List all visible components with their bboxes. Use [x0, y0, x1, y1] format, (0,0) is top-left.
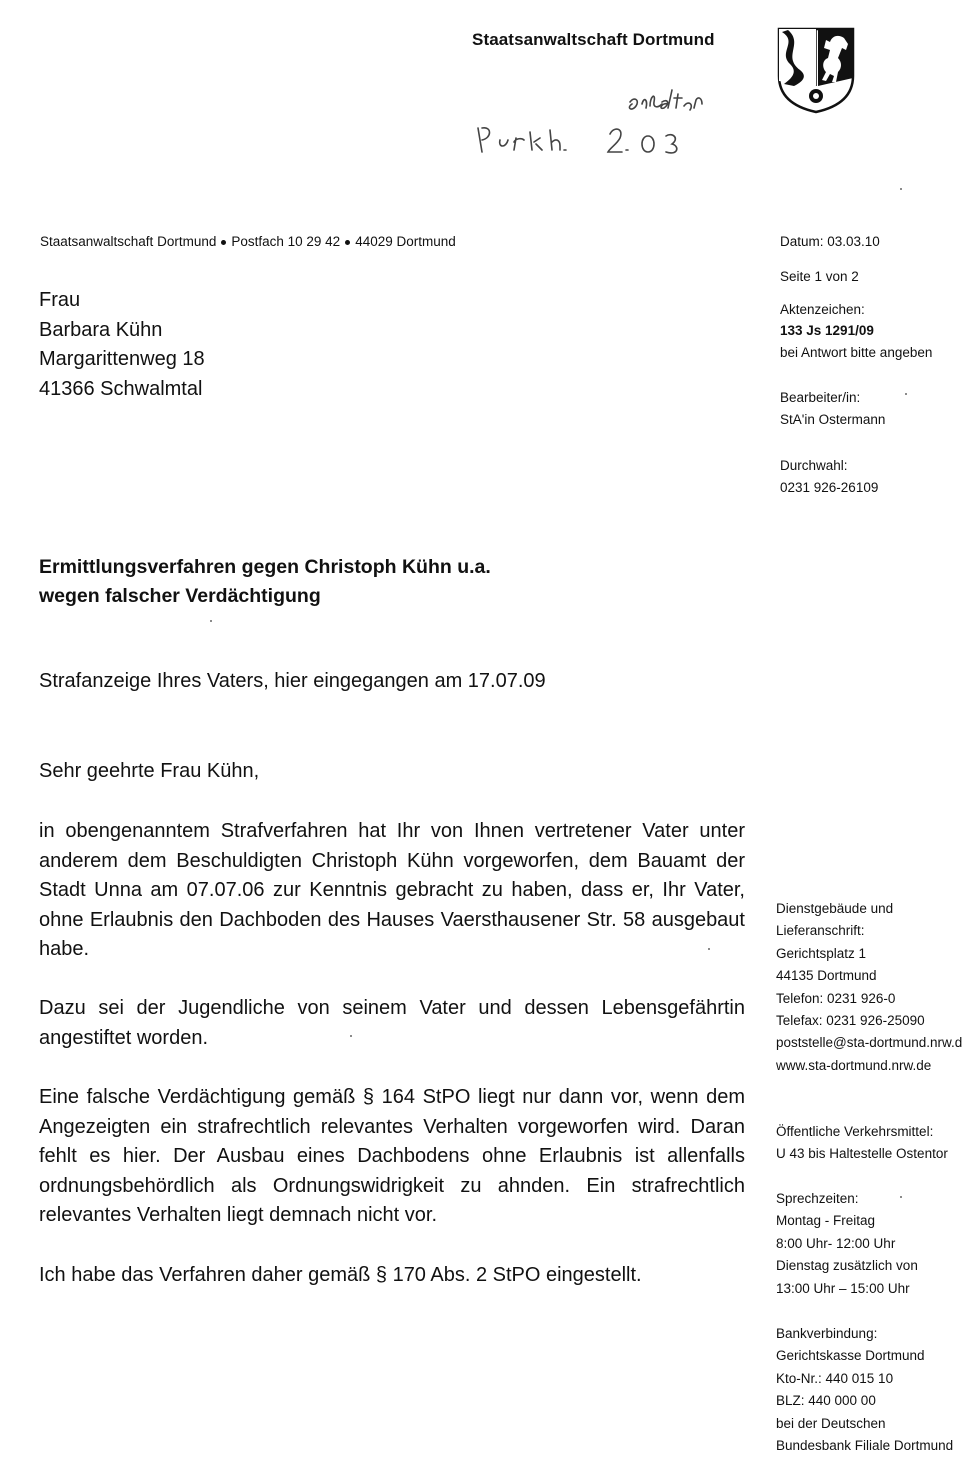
letter-date: Datum: 03.03.10 [780, 234, 880, 249]
file-number-label: Aktenzeichen: [780, 302, 865, 317]
bank-branch: Bundesbank Filiale Dortmund [776, 1438, 954, 1454]
sender-name: Staatsanwaltschaft Dortmund [40, 234, 217, 249]
clerk-name: StA'in Ostermann [780, 412, 886, 427]
address-email: poststelle@sta-dortmund.nrw.d [776, 1035, 963, 1051]
greeting: Sehr geehrte Frau Kühn, [39, 760, 260, 782]
address-phone: Telefon: 0231 926-0 [776, 990, 896, 1006]
handwritten-note [470, 80, 770, 170]
page-indicator: Seite 1 von 2 [780, 269, 859, 284]
hours-label: Sprechzeiten: [776, 1191, 859, 1206]
extension-label: Durchwahl: [780, 458, 848, 473]
bank-label: Bankverbindung: [776, 1326, 878, 1341]
address-fax: Telefax: 0231 926-25090 [776, 1013, 925, 1029]
address-street: Gerichtsplatz 1 [776, 945, 867, 961]
address-label-1: Dienstgebäude und [776, 901, 894, 916]
subject-heading [39, 553, 491, 611]
bank-name: Gerichtskasse Dortmund [776, 1348, 925, 1364]
hours-days: Montag - Freitag [776, 1213, 876, 1229]
scan-speck [210, 620, 212, 622]
sidebar-transport-block [776, 1121, 948, 1166]
bank-account: Kto-Nr.: 440 015 10 [776, 1370, 894, 1386]
recipient-name: Barbara Kühn [39, 318, 163, 341]
hours-extra: Dienstag zusätzlich von [776, 1258, 918, 1274]
authority-name: Staatsanwaltschaft Dortmund [472, 30, 715, 49]
recipient-address [39, 286, 205, 404]
nrw-coat-of-arms-logo [776, 26, 856, 114]
recipient-salutation: Frau [39, 289, 81, 311]
body-paragraph-4: Ich habe das Verfahren daher gemäß § 170 Abs. 2 StPO eingestellt. [39, 1264, 642, 1286]
sidebar-hours-block [776, 1188, 918, 1300]
subject-line-2: wegen falscher Verdächtigung [39, 585, 321, 607]
address-label-2: Lieferanschrift: [776, 923, 865, 939]
scan-speck [350, 1035, 352, 1037]
scan-speck [708, 948, 710, 950]
bullet-separator [345, 240, 350, 245]
recipient-street: Margarittenweg 18 [39, 348, 205, 370]
bullet-separator [221, 240, 226, 245]
clerk-label: Bearbeiter/in: [780, 390, 861, 405]
address-web: www.sta-dortmund.nrw.de [776, 1057, 932, 1073]
transport-line: U 43 bis Haltestelle Ostentor [776, 1146, 948, 1162]
hours-time-2: 13:00 Uhr – 15:00 Uhr [776, 1280, 910, 1296]
file-number: 133 Js 1291/09 [780, 323, 874, 338]
scan-speck [905, 393, 907, 395]
sidebar-address-block [776, 898, 962, 1077]
body-paragraph-1: in obengenanntem Strafverfahren hat Ihr von Ihnen vertretener Vater unter anderem dem Beschuldigten Christoph Kühn vorgeworfen, dem Bauamt der Stadt Unna am 07.07.06 zur Kenntnis gebracht zu haben, dass er, Ihr Vater, ohne Erlaubnis den Dachboden des Hauses Vaersthausener Str. 58 ausgebaut habe. [39, 820, 745, 960]
recipient-city: 41366 Schwalmtal [39, 377, 203, 400]
extension-number: 0231 926-26109 [780, 480, 879, 495]
file-number-note: bei Antwort bitte angeben [780, 345, 933, 360]
sender-po-box: Postfach 10 29 42 [231, 234, 341, 249]
subject-line-1: Ermittlungsverfahren gegen Christoph Kühn u.a. [39, 556, 491, 578]
sender-return-address [40, 234, 456, 249]
scan-speck [900, 1196, 902, 1198]
bank-blz: BLZ: 440 000 00 [776, 1393, 876, 1409]
sender-city: 44029 Dortmund [355, 234, 456, 249]
transport-label: Öffentliche Verkehrsmittel: [776, 1124, 934, 1139]
sidebar-bank-block [776, 1323, 953, 1457]
body-paragraph-3: Eine falsche Verdächtigung gemäß § 164 StPO liegt nur dann vor, wenn dem Angezeigten ein strafrechtlich relevantes Verhalten vorgeworfen wird. Daran fehlt es hier. Der Ausbau eines Dachbodens ohne Erlaubnis ist allenfalls ordnungsbehördlich als Ordnungswidrigkeit zu ahnden. Ein strafrechtlich relevantes Verhalten liegt demnach nicht vor. [39, 1086, 745, 1226]
body-paragraph-2: Dazu sei der Jugendliche von seinem Vater und dessen Lebensgefährtin angestiftet worden. [39, 997, 745, 1049]
scan-speck [900, 188, 902, 190]
bank-at: bei der Deutschen [776, 1415, 886, 1431]
reference-line: Strafanzeige Ihres Vaters, hier eingegangen am 17.07.09 [39, 670, 546, 692]
address-city: 44135 Dortmund [776, 968, 877, 984]
hours-time-1: 8:00 Uhr- 12:00 Uhr [776, 1235, 896, 1251]
